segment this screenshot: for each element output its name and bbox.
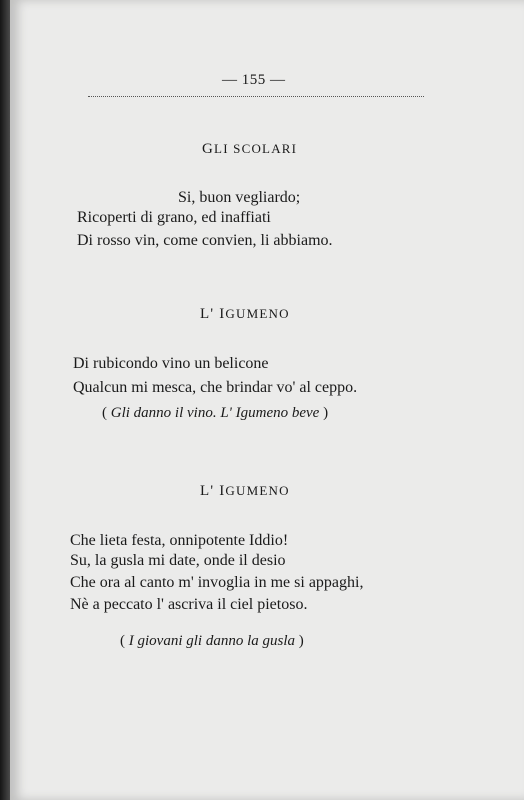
book-page	[10, 0, 524, 800]
speaker-heading	[202, 141, 297, 158]
verse-line: Su, la gusla mi date, onde il desio	[70, 552, 286, 569]
verse-line: Di rosso vin, come convien, li abbiamo.	[77, 232, 333, 249]
verse-line: Qualcun mi mesca, che brindar vo' al ceppo.	[73, 379, 358, 396]
stage-direction: ( I giovani gli danno la gusla )	[120, 633, 304, 649]
verse-line: Nè a peccato l' ascriva il ciel pietoso.	[70, 596, 308, 613]
stage-direction: ( Gli danno il vino. L' Igumeno beve )	[102, 405, 329, 421]
verse-line: Che lieta festa, onnipotente Iddio!	[70, 532, 289, 549]
book-spine	[0, 0, 10, 800]
speaker-heading	[200, 306, 290, 323]
verse-line: Di rubicondo vino un belicone	[73, 355, 269, 372]
speaker-initial: G	[202, 141, 215, 157]
header-rule	[88, 96, 424, 97]
page-number: — 155 —	[222, 72, 286, 88]
speaker-rest: GUMENO	[225, 483, 290, 498]
speaker-rest: GUMENO	[225, 306, 290, 321]
speaker-rest: LI SCOLARI	[214, 141, 298, 156]
speaker-initial: L' I	[200, 306, 226, 322]
verse-line: Si, buon vegliardo;	[178, 189, 301, 206]
speaker-initial: L' I	[200, 483, 226, 499]
stage-direction-text: I giovani gli danno la gusla	[128, 633, 295, 649]
verse-line: Che ora al canto m' invoglia in me si appaghi,	[70, 574, 364, 591]
stage-direction-text: Gli danno il vino. L' Igumeno beve	[110, 405, 320, 421]
verse-line: Ricoperti di grano, ed inaffiati	[77, 209, 271, 226]
speaker-heading	[200, 483, 290, 500]
